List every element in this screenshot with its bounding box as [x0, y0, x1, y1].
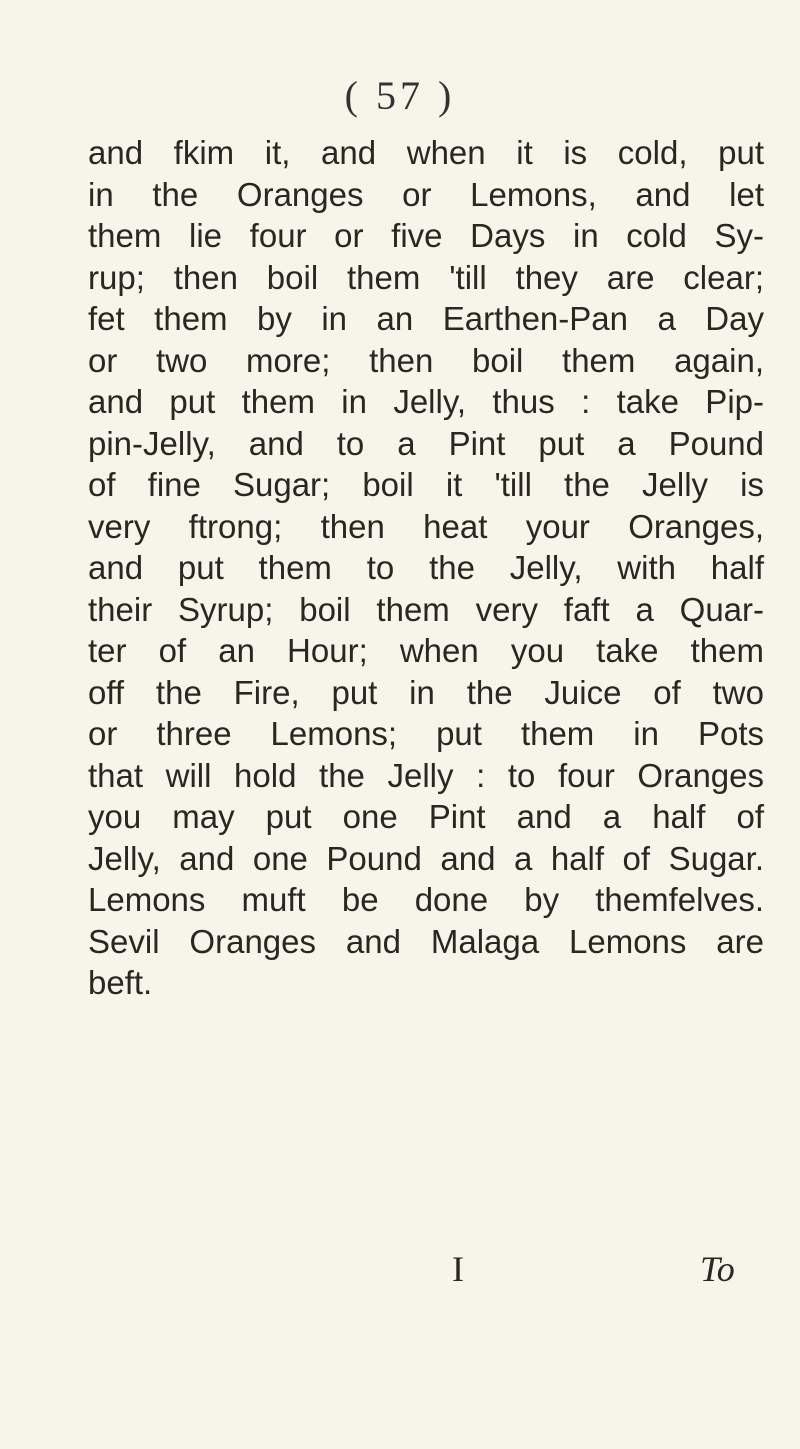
- text-line: their Syrup; boil them very faft a Quar-: [88, 590, 764, 628]
- catchword: To: [700, 1249, 735, 1289]
- text-line: and put them to the Jelly, with half: [88, 549, 764, 586]
- text-line: beft.: [88, 964, 153, 1001]
- text-line: that will hold the Jelly : to four Oranges: [88, 756, 764, 794]
- text-line: very ftrong; then heat your Oranges,: [88, 507, 764, 545]
- text-line: pin-Jelly, and to a Pint put a Pound: [88, 424, 764, 462]
- signature-mark: I: [452, 1249, 464, 1289]
- text-line: Jelly, and one Pound and a half of Sugar.: [88, 839, 764, 877]
- text-line: of fine Sugar; boil it 'till the Jelly is: [88, 466, 764, 503]
- text-line: and fkim it, and when it is cold, put: [88, 134, 764, 171]
- text-line: rup; then boil them 'till they are clear;: [88, 258, 764, 296]
- body-text: [88, 132, 764, 1004]
- text-line: you may put one Pint and a half of: [88, 798, 764, 835]
- page-number: ( 57 ): [344, 73, 456, 118]
- text-line: fet them by in an Earthen-Pan a Day: [88, 300, 764, 337]
- text-line: or two more; then boil them again,: [88, 341, 764, 379]
- text-line: and put them in Jelly, thus : take Pip-: [88, 383, 764, 420]
- text-line: or three Lemons; put them in Pots: [88, 715, 764, 752]
- text-line: Lemons muft be done by themfelves.: [88, 881, 764, 918]
- text-line: off the Fire, put in the Juice of two: [88, 673, 764, 711]
- text-line: ter of an Hour; when you take them: [88, 632, 764, 669]
- text-line: Sevil Oranges and Malaga Lemons are: [88, 922, 764, 960]
- text-line: in the Oranges or Lemons, and let: [88, 175, 764, 213]
- text-line: them lie four or five Days in cold Sy-: [88, 217, 764, 254]
